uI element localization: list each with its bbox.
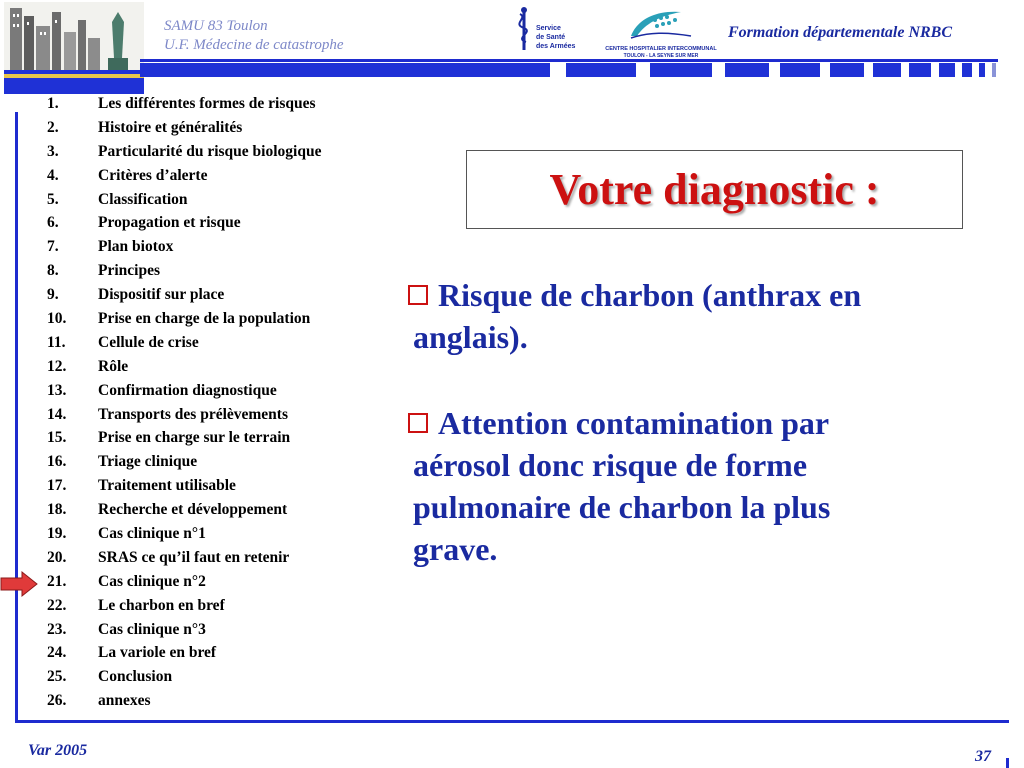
toc-item-number: 18. [47,501,67,519]
course-title: Formation départementale NRBC [728,24,953,41]
toc-item-label: Cas clinique n°2 [98,572,206,590]
checkbox-bullet-icon [408,413,428,433]
bullet-list [408,274,998,614]
logo-sante-line-3: des Armées [536,43,576,50]
toc-item-label: Traitement utilisable [98,477,236,495]
checkbox-bullet-icon [408,285,428,305]
bullet-line: pulmonaire de charbon la plus [413,489,831,525]
footer-location: Var 2005 [28,742,88,759]
header-block [962,63,972,77]
organization-label [164,17,344,55]
current-section-arrow-icon [0,571,38,597]
title-box [466,150,963,229]
toc-item-label: Le charbon en bref [98,596,225,614]
toc-item-label: La variole en bref [98,644,217,662]
toc-item-number: 15. [47,429,67,447]
slide-title: Votre diagnostic : [549,165,880,214]
header-block [939,63,955,77]
toc-item-number: 4. [47,166,59,184]
toc-item-number: 5. [47,190,59,208]
toc-item-label: Cas clinique n°1 [98,525,206,543]
toc-item-label: SRAS ce qu’il faut en retenir [98,548,290,566]
toc-item-label: Particularité du risque biologique [98,142,322,160]
right-frame-tick [1006,758,1009,768]
header-block-strip [0,63,1024,77]
toc-item-number: 6. [47,214,59,232]
header-block [979,63,985,77]
toc-item-label: Histoire et généralités [98,118,243,136]
header-block [873,63,901,77]
hospital-logo [601,6,721,60]
toc-item-label: Triage clinique [98,453,198,471]
toc-item-number: 2. [47,118,59,136]
toc-item-label: Recherche et développement [98,501,288,519]
toc-item-number: 13. [47,381,67,399]
left-frame-rule [15,112,18,722]
toc-item-label: Plan biotox [98,238,174,256]
toc-item-label: Cas clinique n°3 [98,620,206,638]
toc-item-label: Principes [98,262,160,280]
logo-sante-line-1: Service [536,25,561,32]
header-block [650,63,712,77]
toc-item-label: Confirmation diagnostique [98,381,277,399]
toc-item-number: 24. [47,644,67,662]
header-block [725,63,769,77]
toc-item-label: Rôle [98,357,129,375]
toc-item-label: Conclusion [98,668,173,686]
toc-item-number: 9. [47,286,59,304]
bullet-line: anglais). [413,319,528,355]
bottom-frame-rule [15,720,1009,723]
city-skyline-logo [4,2,144,94]
bullet-line: Attention contamination par [438,405,830,441]
organization-line-1: SAMU 83 Toulon [164,18,268,34]
toc-item-label: annexes [98,692,151,710]
page-number: 37 [975,748,991,765]
bullet-item [408,402,998,570]
toc-item-label: Dispositif sur place [98,286,225,304]
toc-item-number: 14. [47,405,67,423]
toc-item-number: 16. [47,453,67,471]
toc-item-number: 8. [47,262,59,280]
bullet-line: Risque de charbon (anthrax en [438,277,862,313]
organization-line-2: U.F. Médecine de catastrophe [164,37,344,53]
bullet-line: aérosol donc risque de forme [413,447,808,483]
header-block [566,63,636,77]
header-block [909,63,931,77]
toc-item-number: 3. [47,142,59,160]
toc-item-number: 11. [47,333,66,351]
hospital-logo-line-1: CENTRE HOSPITALIER INTERCOMMUNAL [605,46,717,52]
hospital-logo-line-2: TOULON - LA SEYNE SUR MER [623,53,699,59]
toc-item-number: 1. [47,95,59,112]
toc-item-number: 20. [47,548,67,566]
toc-item-number: 22. [47,596,67,614]
bullet-item [408,274,998,358]
service-de-sante-logo [514,6,576,58]
toc-item-number: 19. [47,525,67,543]
toc-item-number: 17. [47,477,67,495]
header-block [780,63,820,77]
toc-item-number: 12. [47,357,67,375]
toc-item-label: Classification [98,190,188,208]
toc-item-number: 10. [47,310,67,328]
toc-item-label: Critères d’alerte [98,166,208,184]
toc-item-label: Prise en charge de la population [98,310,311,328]
header-block [140,63,550,77]
toc-item-number: 26. [47,692,67,710]
bullet-line: grave. [413,531,498,567]
toc-item-label: Les différentes formes de risques [98,95,316,112]
toc-item-number: 23. [47,620,67,638]
header-block [830,63,864,77]
header-rule [140,59,998,62]
toc-item-number: 25. [47,668,67,686]
header-block [992,63,996,77]
toc-item-label: Transports des prélèvements [98,405,288,423]
toc-item-label: Cellule de crise [98,333,199,351]
toc-item-label: Propagation et risque [98,214,241,232]
toc-item-number: 7. [47,238,59,256]
logo-sante-line-2: de Santé [536,34,566,41]
toc-item-label: Prise en charge sur le terrain [98,429,291,447]
toc-item-number: 21. [47,572,67,590]
